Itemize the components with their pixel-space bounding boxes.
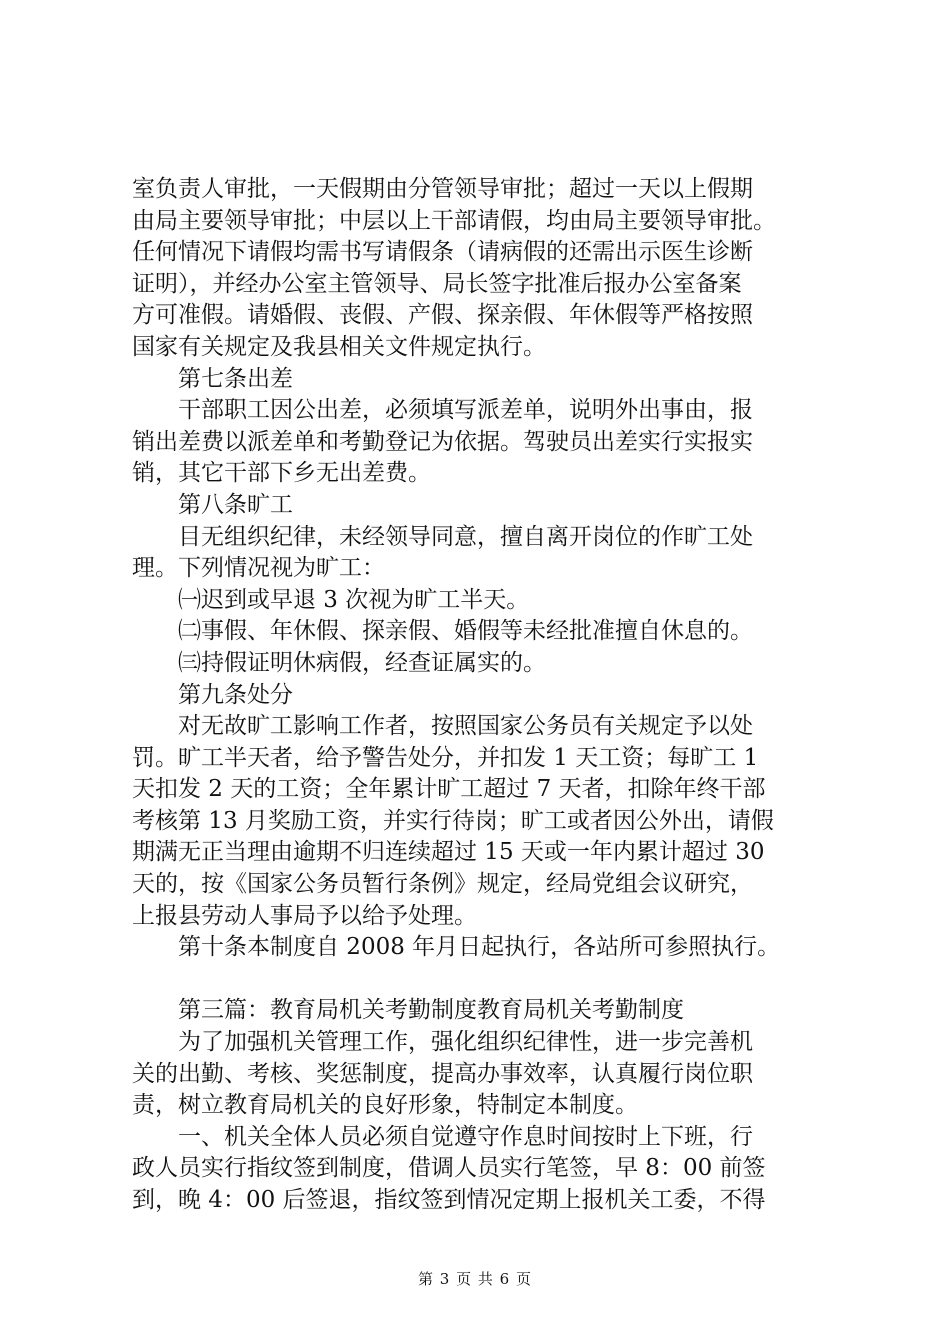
text-line: 考核第 13 月奖励工资，并实行待岗；旷工或者因公外出，请假 — [132, 807, 774, 834]
text-line: 一、机关全体人员必须自觉遵守作息时间按时上下班，行 — [178, 1123, 753, 1150]
text-line: 天扣发 2 天的工资；全年累计旷工超过 7 天者，扣除年终干部 — [132, 776, 766, 803]
text-line: 第八条旷工 — [178, 491, 293, 518]
text-line: 室负责人审批，一天假期由分管领导审批；超过一天以上假期 — [132, 176, 753, 202]
text-line: 方可准假。请婚假、丧假、产假、探亲假、年休假等严格按照 — [132, 302, 753, 329]
text-line: 第七条出差 — [178, 365, 293, 392]
document-body — [132, 174, 832, 1217]
text-line: 第十条本制度自 2008 年月日起执行，各站所可参照执行。 — [178, 934, 781, 961]
text-line: 国家有关规定及我县相关文件规定执行。 — [132, 333, 546, 360]
text-line: 责，树立教育局机关的良好形象，特制定本制度。 — [132, 1092, 638, 1119]
text-line: 证明），并经办公室主管领导、局长签字批准后报办公室备案 — [132, 270, 742, 297]
text-line: 销，其它干部下乡无出差费。 — [132, 460, 431, 487]
blank-line — [132, 964, 832, 996]
text-line: 由局主要领导审批；中层以上干部请假，均由局主要领导审批。 — [132, 207, 776, 234]
text-line: 干部职工因公出差，必须填写派差单，说明外出事由，报 — [178, 397, 753, 424]
text-line: 第三篇：教育局机关考勤制度教育局机关考勤制度 — [178, 997, 684, 1024]
text-line: 任何情况下请假均需书写请假条（请病假的还需出示医生诊断 — [132, 239, 753, 266]
text-line: 政人员实行指纹签到制度，借调人员实行笔签，早 8：00 前签 — [132, 1155, 766, 1182]
text-line: 到，晚 4：00 后签退，指纹签到情况定期上报机关工委，不得 — [132, 1187, 766, 1213]
text-line: 天的，按《国家公务员暂行条例》规定，经局党组会议研究， — [132, 871, 753, 898]
text-line: 目无组织纪律，未经领导同意，擅自离开岗位的作旷工处 — [178, 523, 753, 550]
text-line: 第九条处分 — [178, 681, 293, 708]
text-line: 销出差费以派差单和考勤登记为依据。驾驶员出差实行实报实 — [132, 428, 753, 455]
text-line: 对无故旷工影响工作者，按照国家公务员有关规定予以处 — [178, 713, 753, 740]
text-line: 理。下列情况视为旷工： — [132, 555, 385, 582]
page-footer: 第 3 页 共 6 页 — [418, 1270, 532, 1288]
text-line: ㈠迟到或早退 3 次视为旷工半天。 — [178, 586, 530, 613]
text-line: 期满无正当理由逾期不归连续超过 15 天或一年内累计超过 30 — [132, 839, 765, 866]
text-line: ㈡事假、年休假、探亲假、婚假等未经批准擅自休息的。 — [178, 618, 753, 645]
text-line: 为了加强机关管理工作，强化组织纪律性，进一步完善机 — [178, 1029, 753, 1056]
text-line: ㈢持假证明休病假，经查证属实的。 — [178, 649, 546, 676]
text-line: 罚。旷工半天者，给予警告处分，并扣发 1 天工资；每旷工 1 — [132, 744, 759, 771]
text-line: 关的出勤、考核、奖惩制度，提高办事效率，认真履行岗位职 — [132, 1060, 753, 1087]
text-line: 上报县劳动人事局予以给予处理。 — [132, 902, 477, 929]
